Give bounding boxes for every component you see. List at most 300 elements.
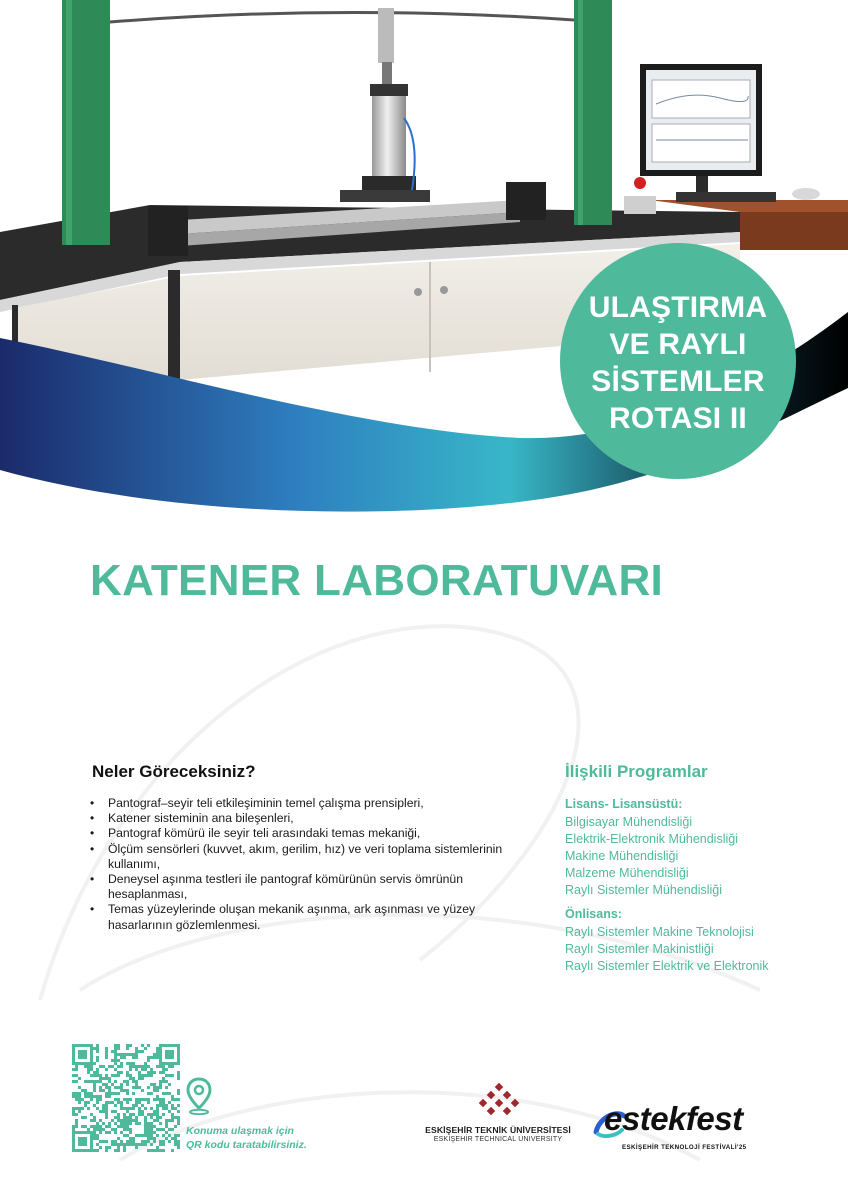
qr-module	[165, 1119, 168, 1122]
qr-module	[177, 1134, 180, 1137]
qr-module	[141, 1110, 144, 1113]
qr-module	[156, 1089, 159, 1092]
qr-module	[105, 1092, 108, 1095]
qr-module	[96, 1122, 99, 1125]
qr-module	[108, 1146, 111, 1149]
qr-module	[90, 1119, 93, 1122]
qr-module	[150, 1149, 153, 1152]
qr-module	[177, 1098, 180, 1101]
qr-caption-line: QR kodu taratabilirsiniz.	[186, 1139, 307, 1151]
qr-module	[114, 1143, 117, 1146]
qr-module	[81, 1143, 84, 1146]
qr-module	[141, 1065, 144, 1068]
qr-module	[168, 1083, 171, 1086]
qr-module	[150, 1137, 153, 1140]
qr-module	[108, 1092, 111, 1095]
qr-module	[84, 1116, 87, 1119]
qr-module	[129, 1143, 132, 1146]
qr-module	[162, 1128, 165, 1131]
qr-module	[81, 1149, 84, 1152]
qr-module	[120, 1101, 123, 1104]
qr-module	[150, 1134, 153, 1137]
qr-module	[144, 1125, 147, 1128]
qr-module	[126, 1089, 129, 1092]
qr-module	[174, 1134, 177, 1137]
qr-module	[159, 1101, 162, 1104]
qr-module	[84, 1062, 87, 1065]
qr-module	[90, 1050, 93, 1053]
qr-module	[174, 1125, 177, 1128]
qr-module	[144, 1068, 147, 1071]
qr-module	[99, 1131, 102, 1134]
qr-module	[93, 1062, 96, 1065]
qr-module	[129, 1044, 132, 1047]
qr-module	[90, 1044, 93, 1047]
qr-module	[87, 1068, 90, 1071]
qr-module	[96, 1080, 99, 1083]
qr-caption	[186, 1124, 336, 1152]
qr-module	[75, 1095, 78, 1098]
qr-module	[156, 1113, 159, 1116]
qr-module	[93, 1074, 96, 1077]
qr-module	[84, 1050, 87, 1053]
qr-module	[123, 1143, 126, 1146]
qr-module	[126, 1116, 129, 1119]
qr-module	[150, 1092, 153, 1095]
qr-module	[141, 1143, 144, 1146]
qr-module	[105, 1113, 108, 1116]
qr-module	[141, 1068, 144, 1071]
qr-module	[126, 1047, 129, 1050]
qr-module	[168, 1140, 171, 1143]
qr-module	[72, 1110, 75, 1113]
qr-module	[111, 1128, 114, 1131]
qr-module	[117, 1119, 120, 1122]
qr-module	[147, 1128, 150, 1131]
qr-module	[138, 1077, 141, 1080]
qr-module	[132, 1143, 135, 1146]
qr-module	[114, 1086, 117, 1089]
qr-module	[78, 1131, 81, 1134]
qr-module	[138, 1134, 141, 1137]
qr-module	[75, 1131, 78, 1134]
qr-module	[99, 1077, 102, 1080]
qr-module	[162, 1134, 165, 1137]
qr-module	[138, 1074, 141, 1077]
qr-module	[75, 1125, 78, 1128]
qr-module	[72, 1047, 75, 1050]
qr-module	[72, 1056, 75, 1059]
qr-module	[153, 1113, 156, 1116]
qr-module	[165, 1107, 168, 1110]
qr-module	[123, 1122, 126, 1125]
qr-module	[129, 1062, 132, 1065]
qr-module	[87, 1101, 90, 1104]
qr-module	[129, 1107, 132, 1110]
qr-module	[81, 1131, 84, 1134]
qr-module	[171, 1074, 174, 1077]
qr-module	[126, 1083, 129, 1086]
qr-module	[90, 1098, 93, 1101]
qr-module	[144, 1134, 147, 1137]
list-item: • Deneysel aşınma testleri ile pantograf kömürünün servis ömrünün hesaplanması,	[90, 872, 520, 902]
qr-module	[138, 1071, 141, 1074]
qr-module	[117, 1044, 120, 1047]
qr-module	[126, 1143, 129, 1146]
program-item: Raylı Sistemler Elektrik ve Elektronik	[565, 959, 769, 973]
qr-module	[105, 1068, 108, 1071]
qr-module	[123, 1125, 126, 1128]
qr-module	[75, 1119, 78, 1122]
qr-module	[99, 1098, 102, 1101]
qr-module	[78, 1086, 81, 1089]
qr-module	[135, 1116, 138, 1119]
qr-module	[75, 1122, 78, 1125]
qr-module	[150, 1125, 153, 1128]
qr-module	[141, 1074, 144, 1077]
qr-module	[96, 1050, 99, 1053]
qr-module	[147, 1056, 150, 1059]
qr-module	[153, 1053, 156, 1056]
qr-module	[114, 1140, 117, 1143]
qr-module	[156, 1086, 159, 1089]
qr-module	[171, 1149, 174, 1152]
qr-module	[96, 1095, 99, 1098]
qr-module	[120, 1104, 123, 1107]
qr-module	[120, 1107, 123, 1110]
qr-module	[120, 1143, 123, 1146]
qr-module	[114, 1059, 117, 1062]
qr-module	[72, 1044, 75, 1047]
qr-module	[135, 1083, 138, 1086]
qr-module	[102, 1065, 105, 1068]
qr-module	[102, 1122, 105, 1125]
qr-module	[123, 1146, 126, 1149]
qr-module	[135, 1050, 138, 1053]
location-qr-code[interactable]	[72, 1044, 180, 1152]
qr-module	[171, 1065, 174, 1068]
undergrad-grad-heading: Lisans- Lisansüstü:	[565, 797, 683, 811]
qr-module	[168, 1050, 171, 1053]
qr-module	[99, 1065, 102, 1068]
qr-module	[159, 1050, 162, 1053]
qr-module	[153, 1110, 156, 1113]
qr-module	[141, 1098, 144, 1101]
qr-module	[87, 1107, 90, 1110]
qr-module	[90, 1092, 93, 1095]
qr-module	[96, 1134, 99, 1137]
qr-module	[165, 1137, 168, 1140]
qr-module	[150, 1107, 153, 1110]
qr-module	[114, 1098, 117, 1101]
qr-module	[147, 1071, 150, 1074]
qr-module	[132, 1080, 135, 1083]
qr-module	[153, 1149, 156, 1152]
qr-module	[75, 1107, 78, 1110]
qr-module	[93, 1104, 96, 1107]
qr-module	[165, 1044, 168, 1047]
qr-module	[174, 1044, 177, 1047]
qr-module	[162, 1098, 165, 1101]
qr-module	[159, 1122, 162, 1125]
qr-module	[78, 1044, 81, 1047]
qr-module	[174, 1107, 177, 1110]
qr-module	[105, 1077, 108, 1080]
qr-module	[135, 1122, 138, 1125]
qr-module	[96, 1047, 99, 1050]
qr-module	[132, 1119, 135, 1122]
qr-module	[105, 1131, 108, 1134]
qr-module	[84, 1044, 87, 1047]
qr-module	[81, 1053, 84, 1056]
qr-module	[129, 1116, 132, 1119]
qr-module	[111, 1119, 114, 1122]
qr-module	[165, 1056, 168, 1059]
qr-module	[156, 1116, 159, 1119]
qr-module	[168, 1053, 171, 1056]
program-item: Raylı Sistemler Makine Teknolojisi	[565, 925, 754, 939]
qr-module	[126, 1080, 129, 1083]
qr-module	[177, 1110, 180, 1113]
qr-module	[114, 1116, 117, 1119]
qr-module	[99, 1074, 102, 1077]
qr-module	[171, 1116, 174, 1119]
qr-module	[84, 1092, 87, 1095]
qr-module	[117, 1098, 120, 1101]
qr-module	[144, 1062, 147, 1065]
qr-module	[84, 1149, 87, 1152]
qr-module	[117, 1143, 120, 1146]
qr-module	[120, 1119, 123, 1122]
qr-module	[99, 1125, 102, 1128]
qr-module	[90, 1065, 93, 1068]
qr-module	[81, 1125, 84, 1128]
qr-module	[93, 1095, 96, 1098]
qr-module	[111, 1092, 114, 1095]
qr-module	[93, 1089, 96, 1092]
qr-module	[117, 1137, 120, 1140]
qr-module	[81, 1062, 84, 1065]
qr-module	[135, 1104, 138, 1107]
qr-module	[117, 1149, 120, 1152]
qr-module	[78, 1056, 81, 1059]
qr-module	[114, 1068, 117, 1071]
qr-module	[168, 1092, 171, 1095]
qr-module	[114, 1128, 117, 1131]
qr-module	[96, 1128, 99, 1131]
qr-module	[126, 1101, 129, 1104]
qr-module	[156, 1128, 159, 1131]
qr-module	[135, 1080, 138, 1083]
qr-module	[126, 1053, 129, 1056]
qr-module	[108, 1077, 111, 1080]
qr-module	[174, 1116, 177, 1119]
qr-module	[114, 1092, 117, 1095]
qr-module	[159, 1083, 162, 1086]
qr-caption-line: Konuma ulaşmak için	[186, 1125, 294, 1137]
qr-module	[81, 1044, 84, 1047]
qr-module	[99, 1080, 102, 1083]
qr-module	[84, 1131, 87, 1134]
qr-module	[90, 1149, 93, 1152]
qr-module	[138, 1122, 141, 1125]
list-item: • Ölçüm sensörleri (kuvvet, akım, gerilim, hız) ve veri toplama sistemlerinin kullanımı,	[90, 842, 520, 872]
qr-module	[162, 1101, 165, 1104]
qr-module	[105, 1095, 108, 1098]
qr-module	[114, 1122, 117, 1125]
qr-module	[156, 1149, 159, 1152]
qr-module	[120, 1062, 123, 1065]
qr-module	[72, 1068, 75, 1071]
qr-module	[90, 1125, 93, 1128]
undergrad-grad-programs	[565, 796, 835, 899]
qr-module	[159, 1062, 162, 1065]
program-item: Bilgisayar Mühendisliği	[565, 815, 693, 829]
qr-module	[105, 1047, 108, 1050]
qr-module	[114, 1131, 117, 1134]
qr-module	[150, 1116, 153, 1119]
qr-module	[129, 1122, 132, 1125]
qr-module	[159, 1116, 162, 1119]
qr-module	[126, 1098, 129, 1101]
qr-module	[78, 1140, 81, 1143]
qr-module	[135, 1119, 138, 1122]
qr-module	[120, 1125, 123, 1128]
qr-module	[126, 1125, 129, 1128]
qr-module	[75, 1068, 78, 1071]
qr-module	[159, 1053, 162, 1056]
qr-module	[135, 1143, 138, 1146]
qr-module	[102, 1077, 105, 1080]
qr-module	[162, 1077, 165, 1080]
qr-module	[87, 1095, 90, 1098]
qr-module	[111, 1110, 114, 1113]
qr-module	[90, 1074, 93, 1077]
qr-module	[99, 1095, 102, 1098]
qr-module	[150, 1056, 153, 1059]
qr-module	[117, 1113, 120, 1116]
qr-module	[147, 1122, 150, 1125]
qr-module	[156, 1134, 159, 1137]
qr-module	[105, 1146, 108, 1149]
qr-module	[123, 1080, 126, 1083]
qr-module	[99, 1146, 102, 1149]
list-item: • Pantograf kömürü ile seyir teli arasındaki temas mekaniği,	[90, 826, 520, 841]
qr-module	[150, 1122, 153, 1125]
qr-module	[111, 1059, 114, 1062]
qr-module	[105, 1074, 108, 1077]
qr-module	[90, 1131, 93, 1134]
qr-module	[144, 1074, 147, 1077]
qr-module	[177, 1059, 180, 1062]
qr-module	[96, 1068, 99, 1071]
qr-module	[114, 1062, 117, 1065]
qr-module	[132, 1140, 135, 1143]
qr-module	[75, 1074, 78, 1077]
qr-module	[138, 1107, 141, 1110]
qr-module	[96, 1107, 99, 1110]
qr-module	[117, 1101, 120, 1104]
qr-module	[168, 1101, 171, 1104]
qr-module	[93, 1149, 96, 1152]
qr-module	[72, 1107, 75, 1110]
qr-module	[177, 1146, 180, 1149]
qr-module	[129, 1065, 132, 1068]
qr-module	[138, 1098, 141, 1101]
qr-module	[141, 1104, 144, 1107]
qr-module	[129, 1098, 132, 1101]
list-item: • Katener sisteminin ana bileşenleri,	[90, 811, 520, 826]
qr-module	[117, 1092, 120, 1095]
qr-module	[126, 1128, 129, 1131]
qr-module	[126, 1122, 129, 1125]
qr-module	[114, 1050, 117, 1053]
qr-module	[141, 1113, 144, 1116]
qr-module	[171, 1098, 174, 1101]
qr-module	[81, 1098, 84, 1101]
qr-module	[90, 1080, 93, 1083]
qr-module	[156, 1107, 159, 1110]
program-item: Makine Mühendisliği	[565, 849, 679, 863]
qr-module	[171, 1053, 174, 1056]
qr-module	[171, 1050, 174, 1053]
qr-module	[144, 1098, 147, 1101]
qr-module	[78, 1107, 81, 1110]
qr-module	[117, 1125, 120, 1128]
qr-module	[135, 1101, 138, 1104]
qr-module	[171, 1107, 174, 1110]
qr-module	[99, 1119, 102, 1122]
qr-module	[75, 1044, 78, 1047]
qr-module	[111, 1050, 114, 1053]
qr-module	[108, 1080, 111, 1083]
qr-module	[117, 1086, 120, 1089]
qr-module	[168, 1119, 171, 1122]
qr-module	[162, 1068, 165, 1071]
qr-module	[156, 1119, 159, 1122]
qr-module	[129, 1131, 132, 1134]
qr-module	[162, 1149, 165, 1152]
qr-module	[162, 1107, 165, 1110]
qr-module	[87, 1128, 90, 1131]
qr-module	[96, 1044, 99, 1047]
qr-module	[87, 1044, 90, 1047]
qr-module	[177, 1122, 180, 1125]
qr-module	[81, 1089, 84, 1092]
qr-module	[96, 1125, 99, 1128]
qr-module	[126, 1062, 129, 1065]
qr-module	[177, 1143, 180, 1146]
qr-module	[168, 1128, 171, 1131]
qr-module	[93, 1137, 96, 1140]
qr-module	[156, 1065, 159, 1068]
qr-module	[96, 1071, 99, 1074]
qr-module	[156, 1050, 159, 1053]
qr-module	[153, 1137, 156, 1140]
qr-module	[96, 1149, 99, 1152]
qr-module	[177, 1092, 180, 1095]
estu-logo-mark	[476, 1082, 520, 1122]
qr-module	[96, 1074, 99, 1077]
qr-module	[123, 1116, 126, 1119]
qr-module	[156, 1110, 159, 1113]
qr-module	[114, 1044, 117, 1047]
qr-module	[153, 1098, 156, 1101]
qr-module	[93, 1086, 96, 1089]
qr-module	[153, 1125, 156, 1128]
qr-module	[132, 1137, 135, 1140]
qr-module	[90, 1113, 93, 1116]
